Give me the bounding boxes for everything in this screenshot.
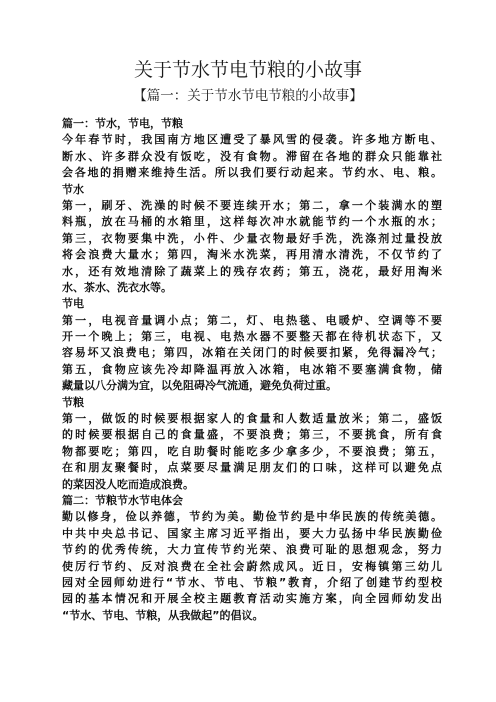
text-line: 使厉行节约、反对浪费在全社会蔚然成风。近日，安梅镇第三幼儿: [62, 559, 442, 573]
document-title: 关于节水节电节粮的小故事: [133, 59, 362, 81]
text-line: 水，还有效地清除了蔬菜上的残存农药；第五，浇花，最好用淘米: [62, 264, 442, 278]
text-line: 会各地的捐赠来维持生活。所以我们要行动起来。节约水、电、粮。: [62, 166, 442, 180]
text-line: 开一个晚上；第三，电视、电热水器不要整天都在待机状态下，又: [62, 330, 442, 344]
text-line: 料瓶，放在马桶的水箱里，这样每次冲水就能节约一个水瓶的水；: [62, 215, 442, 229]
text-line: 园对全园师幼进行“节水、节电、节粮”教育，介绍了创建节约型校: [62, 575, 442, 589]
text-line: 的时候要根据自己的食量盛，不要浪费；第三，不要挑食，所有食: [62, 428, 442, 442]
text-line: 今年春节时，我国南方地区遭受了暴风雪的侵袭。许多地方断电、: [62, 133, 442, 147]
text-line: 的菜因没人吃而造成浪费。: [62, 477, 194, 491]
document-subtitle: 【篇一：关于节水节电节粮的小故事】: [133, 88, 363, 104]
text-line: 水、茶水、洗衣水等。: [62, 280, 172, 294]
text-line: 第一，电视音量调小点；第二，灯、电热毯、电暖炉、空调等不要: [62, 313, 442, 327]
text-line: 第一，刷牙、洗澡的时候不要连续开水；第二，拿一个装满水的塑: [62, 198, 442, 212]
text-line: 篇一：节水，节电，节粮: [62, 117, 183, 130]
text-line: 断水、许多群众没有饭吃，没有食物。滞留在各地的群众只能靠社: [62, 149, 442, 163]
text-line: 第一，做饭的时候要根据家人的食量和人数适量放米；第二，盛饭: [62, 412, 442, 426]
document-body: [62, 116, 442, 624]
text-line: 将会浪费大量水；第四，淘米水洗菜，再用清水清洗，不仅节约了: [62, 248, 442, 262]
text-line: 第五，食物应该先冷却降温再放入冰箱，电冰箱不要塞满食物，储: [62, 362, 442, 376]
text-line: 篇二：节粮节水节电体会: [62, 493, 183, 507]
text-line: 节电: [62, 297, 84, 311]
text-line: 第三，衣物要集中洗，小件、少量衣物最好手洗，洗涤剂过量投放: [62, 231, 442, 245]
text-line: 中共中央总书记、国家主席习近平指出，要大力弘扬中华民族勤俭: [62, 526, 442, 540]
text-line: 勤以修身，俭以养德，节约为美。勤俭节约是中华民族的传统美德。: [62, 510, 442, 524]
text-line: 在和朋友聚餐时，点菜要尽量满足朋友们的口味，这样可以避免点: [62, 461, 442, 475]
text-line: 节水: [62, 182, 84, 196]
text-line: 节粮: [62, 395, 84, 409]
text-line: 藏量以八分满为宜，以免阻碍冷气流通，避免负荷过重。: [62, 379, 337, 393]
text-line: 容易坏又浪费电；第四，冰箱在关闭门的时候要扣紧，免得漏冷气；: [62, 346, 442, 360]
text-line: 物都要吃；第四，吃自助餐时能吃多少拿多少，不要浪费；第五，: [62, 444, 442, 458]
text-line: 节约的优秀传统，大力宣传节约光荣、浪费可耻的思想观念，努力: [62, 543, 442, 557]
text-line: “节水、节电、节粮，从我做起”的倡议。: [62, 608, 264, 622]
text-line: 园的基本情况和开展全校主题教育活动实施方案，向全园师幼发出: [62, 592, 442, 606]
